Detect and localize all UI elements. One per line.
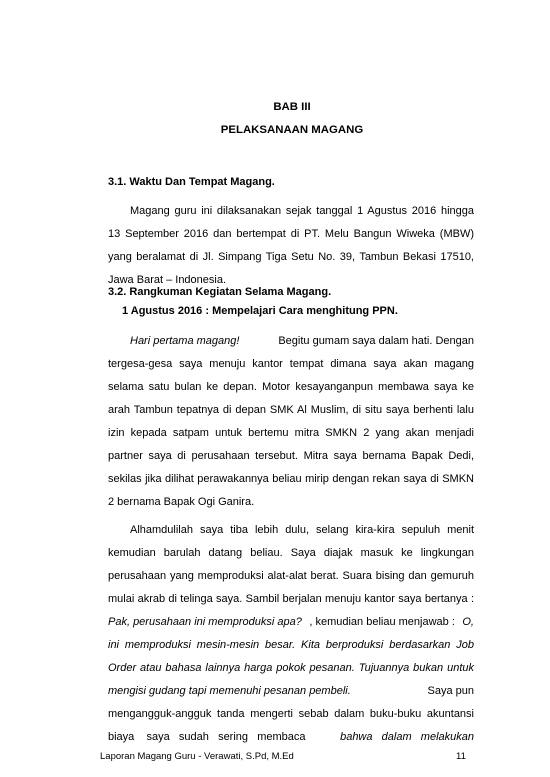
text: Saya pun [427,685,474,697]
chapter-number: BAB III [273,101,311,113]
paragraph-line: mengangguk-angguk tanda mengerti sebab dalam buku-buku akuntansi [108,708,474,720]
text: , kemudian beliau menjawab : [309,616,455,628]
paragraph-line: Order atau bahasa lainnya harga pokok pesanan. Tujuannya bukan untuk [108,662,474,674]
italic-text: Hari pertama magang! [130,335,240,347]
paragraph-line: ini memproduksi mesin-mesin besar. Kita berproduksi berdasarkan Job [108,639,474,651]
paragraph-line: selama satu bulan ke depan. Motor kesayanganpun membawa saya ke [108,381,474,393]
section-heading-3-2: 3.2. Rangkuman Kegiatan Selama Magang. [108,286,332,298]
subsection-date-heading: 1 Agustus 2016 : Mempelajari Cara menghitung PPN. [122,305,398,317]
paragraph-line: yang beralamat di Jl. Simpang Tiga Setu No. 39, Tambun Bekasi 17510, [108,251,474,263]
paragraph-line: arah Tambun tepatnya di depan SMK Al Muslim, di situ saya berhenti lalu [108,404,474,416]
paragraph-line: partner saya di perusahaan tersebut. Mitra saya bernama Bapak Dedi, [108,450,474,462]
paragraph-line: mulai akrab di telinga saya. Sambil berjalan menuju kantor saya bertanya : [108,593,474,605]
section-heading-3-1: 3.1. Waktu Dan Tempat Magang. [108,176,275,188]
page-number: 11 [456,751,466,762]
italic-text: mengisi gudang tapi memenuhi pesanan pembeli. [108,685,351,697]
italic-text: bahwa dalam melakukan [340,731,474,743]
paragraph-line: 2 bernama Bapak Ogi Ganira. [108,496,255,508]
paragraph-line: perusahaan yang memproduksi alat-alat berat. Suara bising dan gemuruh [108,570,474,582]
italic-text: Pak, perusahaan ini memproduksi apa? [108,616,302,628]
paragraph-line: Jawa Barat – Indonesia. [108,274,227,286]
text: biaya saya sudah sering membaca [108,731,306,743]
paragraph-line: kemudian barulah datang beliau. Saya diajak masuk ke lingkungan [108,547,474,559]
italic-text: O, [462,616,474,628]
paragraph-line [108,683,474,699]
paragraph-line: Alhamdulilah saya tiba lebih dulu, selang kira-kira sepuluh menit [130,524,474,536]
paragraph-line: izin kepada satpam untuk bertemu mitra SMKN 2 yang akan menjadi [108,427,474,439]
paragraph-line [108,729,474,745]
paragraph-line: sekilas jika dilihat perawakannya beliau mirip dengan rekan saya di SMKN [108,473,474,485]
text: Begitu gumam saya dalam hati. Dengan [278,335,474,347]
paragraph-line: tergesa-gesa saya menuju kantor tempat dimana saya akan magang [108,358,474,370]
paragraph-line [130,333,474,349]
paragraph-line: 13 September 2016 dan bertempat di PT. Melu Bangun Wiweka (MBW) [108,228,474,240]
footer-text: Laporan Magang Guru - Verawati, S.Pd, M.Ed [100,751,294,762]
chapter-title: PELAKSANAAN MAGANG [220,124,364,136]
paragraph-line [108,614,474,630]
paragraph-line: Magang guru ini dilaksanakan sejak tanggal 1 Agustus 2016 hingga [130,205,474,217]
